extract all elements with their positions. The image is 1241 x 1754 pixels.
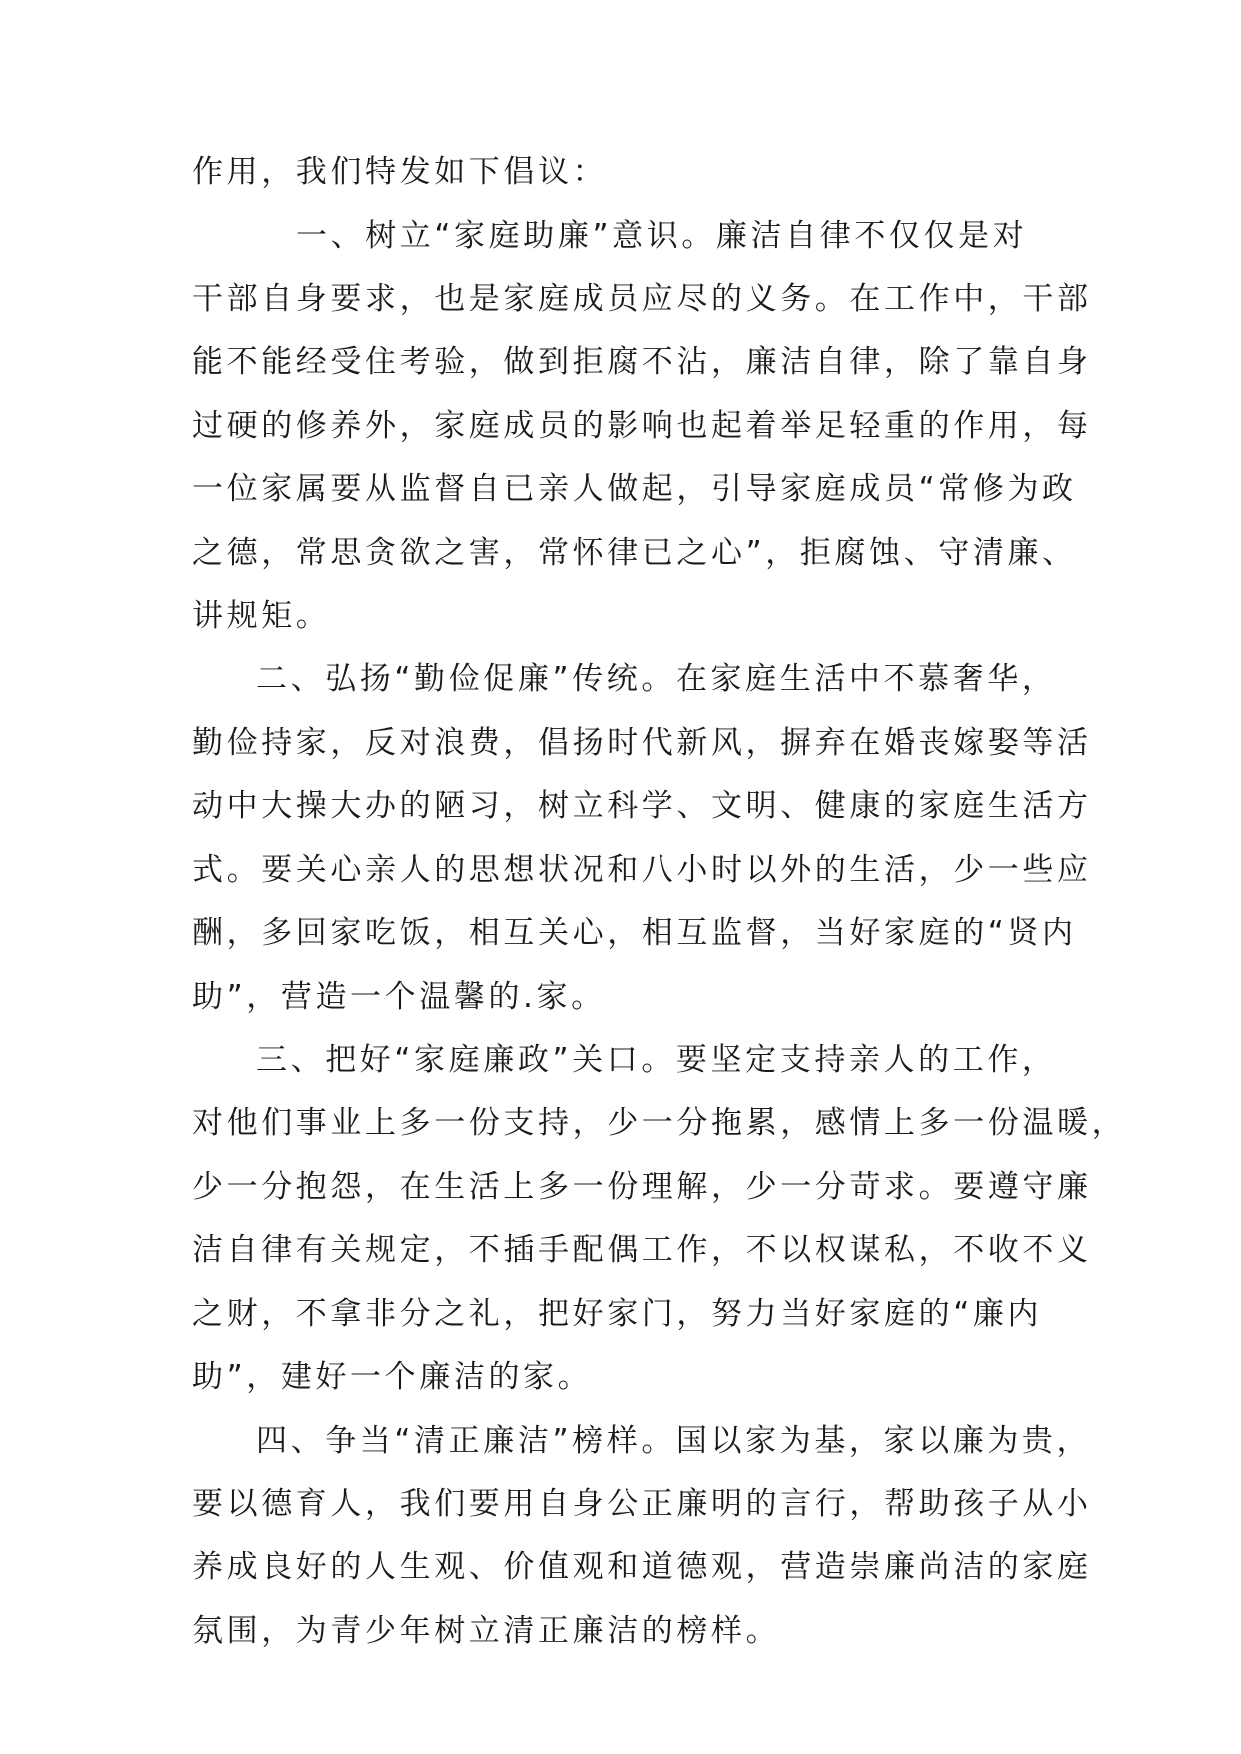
text-line-5: 过硬的修养外，家庭成员的影响也起着举足轻重的作用，每 [192, 408, 1092, 444]
text-line-4: 能不能经受住考验，做到拒腐不沾，廉洁自律，除了靠自身 [192, 344, 1092, 380]
text-line-20: 助”，建好一个廉洁的家。 [192, 1359, 593, 1395]
text-line-16: 对他们事业上多一份支持，少一分拖累，感情上多一份温暖， [192, 1105, 1127, 1141]
text-line-6: 一位家属要从监督自已亲人做起，引导家庭成员“常修为政 [192, 471, 1077, 507]
text-line-10: 勤俭持家，反对浪费，倡扬时代新风，摒弃在婚丧嫁娶等活 [192, 725, 1092, 761]
text-line-19: 之财，不拿非分之礼，把好家门，努力当好家庭的“廉内 [192, 1296, 1043, 1332]
text-line-3: 干部自身要求，也是家庭成员应尽的义务。在工作中，干部 [192, 281, 1092, 317]
text-line-15: 三、把好“家庭廉政”关口。要坚定支持亲人的工作， [256, 1042, 1057, 1078]
text-line-1: 作用，我们特发如下倡议： [192, 154, 608, 190]
text-line-18: 洁自律有关规定，不插手配偶工作，不以权谋私，不收不义 [192, 1232, 1092, 1268]
text-line-8: 讲规矩。 [192, 598, 331, 634]
text-line-14: 助”，营造一个温馨的.家。 [192, 979, 606, 1015]
text-line-2: 一、树立“家庭助廉”意识。廉洁自律不仅仅是对 [296, 218, 1028, 254]
text-line-7: 之德，常思贪欲之害，常怀律已之心”，拒腐蚀、守清廉、 [192, 535, 1077, 571]
text-line-11: 动中大操大办的陋习，树立科学、文明、健康的家庭生活方 [192, 788, 1092, 824]
text-line-13: 酬，多回家吃饭，相互关心，相互监督，当好家庭的“贤内 [192, 915, 1077, 951]
text-line-22: 要以德育人，我们要用自身公正廉明的言行，帮助孩子从小 [192, 1486, 1092, 1522]
text-line-24: 氛围，为青少年树立清正廉洁的榜样。 [192, 1613, 781, 1649]
text-line-17: 少一分抱怨，在生活上多一份理解，少一分苛求。要遵守廉 [192, 1169, 1092, 1205]
text-line-9: 二、弘扬“勤俭促廉”传统。在家庭生活中不慕奢华， [256, 661, 1057, 697]
text-line-23: 养成良好的人生观、价值观和道德观，营造崇廉尚洁的家庭 [192, 1549, 1092, 1585]
text-line-21: 四、争当“清正廉洁”榜样。国以家为基，家以廉为贵， [256, 1423, 1092, 1459]
text-line-12: 式。要关心亲人的思想状况和八小时以外的生活，少一些应 [192, 852, 1092, 888]
